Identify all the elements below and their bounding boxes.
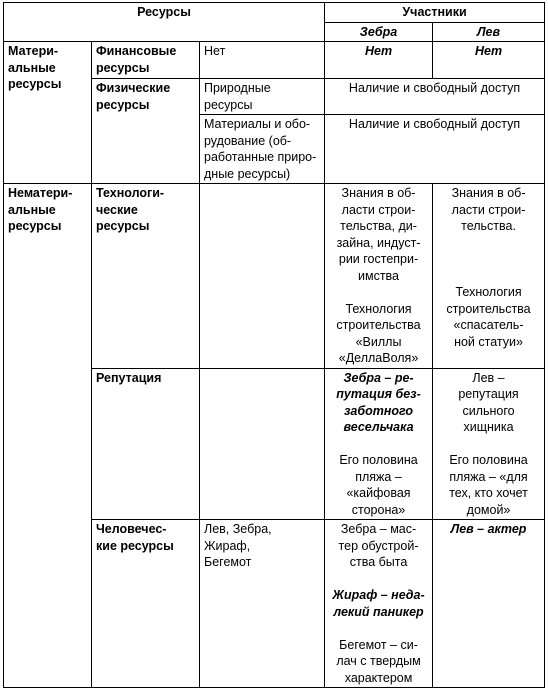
subcategory-physical: Физические ресурсы bbox=[92, 79, 200, 184]
tech-lion bbox=[433, 184, 545, 369]
subcategory-human: Человечес- кие ресурсы bbox=[92, 520, 200, 688]
reputation-zebra bbox=[325, 368, 433, 520]
human-sub: Лев, Зебра, Жираф, Бегемот bbox=[200, 520, 325, 688]
financial-lion: Нет bbox=[433, 42, 545, 79]
tech-sub bbox=[200, 184, 325, 369]
physical-natural-sub: Природные ресурсы bbox=[200, 79, 325, 115]
human-lion bbox=[433, 520, 545, 688]
reputation-lion-beach: Его половина пляжа – «для тех, кто хочет домой» bbox=[449, 453, 528, 517]
reputation-lion-image: Лев – репутация сильного хищника bbox=[458, 370, 519, 434]
human-zebra-master: Зебра – мас- тер обустрой- ства быта bbox=[338, 522, 419, 569]
reputation-lion bbox=[433, 368, 545, 520]
tech-lion-knowledge: Знания в об- ласти строи- тельства. bbox=[451, 186, 526, 233]
category-material: Матери- альные ресурсы bbox=[4, 42, 92, 184]
category-nonmaterial: Нематери- альные ресурсы bbox=[4, 184, 92, 688]
resources-table bbox=[3, 2, 545, 688]
physical-materials-sub: Материалы и обо- рудование (об- работанные приро- дные ресурсы) bbox=[200, 115, 325, 184]
tech-zebra bbox=[325, 184, 433, 369]
subcategory-financial: Финансовые ресурсы bbox=[92, 42, 200, 79]
header-resources: Ресурсы bbox=[4, 3, 325, 42]
physical-materials-value: Наличие и свободный доступ bbox=[325, 115, 545, 184]
financial-zebra: Нет bbox=[325, 42, 433, 79]
physical-natural-value: Наличие и свободный доступ bbox=[325, 79, 545, 115]
reputation-sub bbox=[200, 368, 325, 520]
header-zebra: Зебра bbox=[325, 22, 433, 42]
subcategory-reputation: Репутация bbox=[92, 368, 200, 520]
human-zebra-giraffe: Жираф – неда- лекий паникер bbox=[332, 588, 425, 619]
human-zebra bbox=[325, 520, 433, 688]
reputation-zebra-image: Зебра – ре- путация без- заботного весельчака bbox=[336, 370, 421, 434]
reputation-zebra-beach: Его половина пляжа – «кайфовая сторона» bbox=[339, 453, 418, 517]
tech-lion-technology: Технология строительства «спасатель- ной статуи» bbox=[446, 285, 531, 349]
header-lion: Лев bbox=[433, 22, 545, 42]
human-zebra-hippo: Бегемот – си- лач с твердым характером bbox=[336, 637, 421, 685]
tech-zebra-knowledge: Знания в об- ласти строи- тельства, ди- зайна, индуст- рии гостепри- имства bbox=[336, 186, 421, 283]
human-lion-actor: Лев – актер bbox=[450, 522, 527, 536]
tech-zebra-technology: Технология строительства «Виллы «ДеллаВоля» bbox=[336, 301, 421, 365]
subcategory-tech: Технологи- ческие ресурсы bbox=[92, 184, 200, 369]
header-participants: Участники bbox=[325, 3, 545, 23]
financial-sub: Нет bbox=[200, 42, 325, 79]
